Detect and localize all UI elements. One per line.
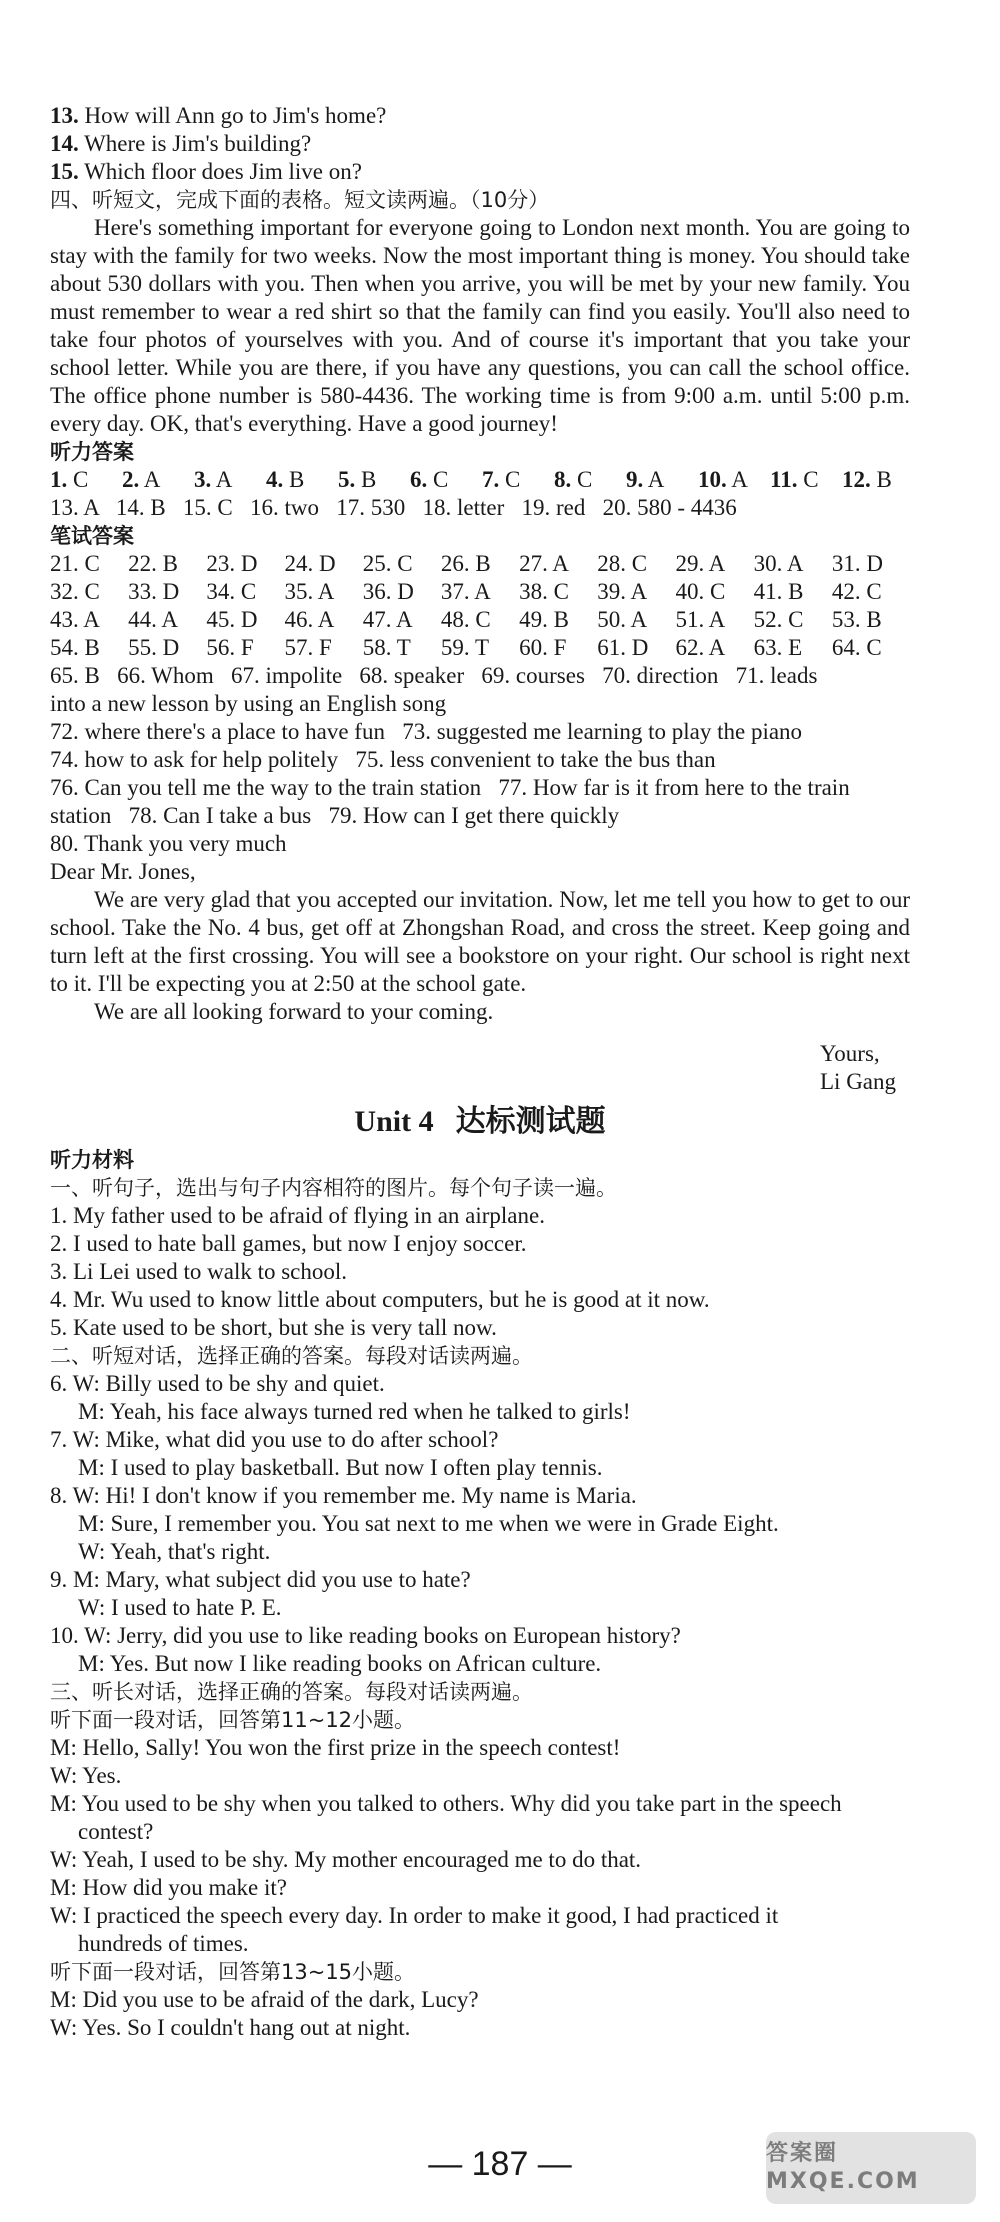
answer-item: 49. B [519, 607, 569, 632]
sentence-item: 4. Mr. Wu used to know little about computers, but he is good at it now. [50, 1287, 710, 1312]
answer-item: 43. A [50, 607, 100, 632]
materials-title: 听力材料 [50, 1148, 134, 1172]
dialogue-line: W: Yeah, that's right. [78, 1539, 271, 1564]
answer-item: 48. C [440, 607, 491, 632]
answer-item: 26. B [440, 551, 491, 576]
written-answers-row [50, 606, 910, 634]
written-answers-row [50, 634, 910, 662]
written-answers-row [50, 550, 910, 578]
answer-item: 37. A [440, 579, 491, 604]
answer-item: 31. D [831, 551, 883, 576]
dialogue-line: M: Sure, I remember you. You sat next to me when we were in Grade Eight. [78, 1511, 779, 1536]
answer-item: 22. B [128, 551, 179, 576]
answer-item: 54. B [50, 635, 100, 660]
written-answers-lines [50, 662, 910, 858]
dialogue-line: 听下面一段对话，回答第11~12小题。 [50, 1708, 416, 1732]
answer-item: 1. C [50, 467, 89, 492]
written-answer-line: 76. Can you tell me the way to the train station 77. How far is it from here to the train [50, 775, 850, 800]
page-content [50, 102, 910, 2042]
written-answers-row [50, 578, 910, 606]
answer-item: 9. A [626, 467, 665, 492]
answer-item: 46. A [284, 607, 335, 632]
written-answer-line: 72. where there's a place to have fun 73. suggested me learning to play the piano [50, 719, 803, 744]
dialogue-line: 7. W: Mike, what did you use to do after school? [50, 1427, 499, 1452]
answer-item: 55. D [128, 635, 180, 660]
question-15: 15. Which floor does Jim live on? [50, 159, 362, 184]
answer-item: 60. F [519, 635, 567, 660]
watermark-logo: 答案圈 MXQE.COM [766, 2132, 976, 2204]
dialogue-line: W: Yes. [50, 1763, 122, 1788]
unit-title: Unit 4 达标测试题 [354, 1104, 606, 1139]
dialogue-line: W: Yes. So I couldn't hang out at night. [50, 2015, 411, 2040]
answer-item: 21. C [50, 551, 100, 576]
dialogue-line: 10. W: Jerry, did you use to like reading books on European history? [50, 1623, 681, 1648]
answer-item: 4. B [266, 467, 305, 492]
answer-item: 53. B [831, 607, 882, 632]
answer-item: 25. C [362, 551, 413, 576]
dialogue-line: M: Yeah, his face always turned red when he talked to girls! [78, 1399, 631, 1424]
section-2-title: 二、听短对话，选择正确的答案。每段对话读两遍。 [50, 1344, 533, 1368]
sentence-item: 1. My father used to be afraid of flying in an airplane. [50, 1203, 545, 1228]
dialogue-line: M: I used to play basketball. But now I often play tennis. [78, 1455, 603, 1480]
answer-item: 38. C [519, 579, 569, 604]
sentence-item: 2. I used to hate ball games, but now I enjoy soccer. [50, 1231, 527, 1256]
answer-item: 58. T [362, 635, 411, 660]
passage-text: Here's something important for everyone going to London next month. You are going to stay with the family for two weeks. Now the most important thing is money. You should take about 530 dollars with you. Then when you arrive, you will be met by your new family. You must remember to wear a red shirt so that the family can find you easily. You'll also need to take four photos of yourselves with you. And of course it's important that you take your school letter. While you are there, if you have any questions, you can call the school office. The office phone number is 580-4436. The working time is from 9:00 a.m. until 5:00 p.m. every day. OK, that's everything. Have a good journey! [50, 215, 910, 436]
answer-item: 62. A [675, 635, 726, 660]
question-14: 14. Where is Jim's building? [50, 131, 312, 156]
answer-item: 11. C [770, 467, 819, 492]
dialogue-line: 6. W: Billy used to be shy and quiet. [50, 1371, 385, 1396]
listening-answers-title: 听力答案 [50, 440, 134, 464]
listening-answers-row2: 13. A 14. B 15. C 16. two 17. 530 18. letter 19. red 20. 580 - 4436 [50, 495, 737, 520]
sentence-item: 3. Li Lei used to walk to school. [50, 1259, 348, 1284]
section-1-items [50, 1202, 910, 1342]
letter-body-2: We are all looking forward to your coming. [94, 999, 494, 1024]
dialogue-line: M: Yes. But now I like reading books on African culture. [78, 1651, 602, 1676]
written-answers-title: 笔试答案 [50, 524, 134, 548]
sentence-item: 5. Kate used to be short, but she is very tall now. [50, 1315, 497, 1340]
answer-item: 7. C [482, 467, 521, 492]
answer-item: 52. C [753, 607, 804, 632]
letter-signature: Li Gang [820, 1069, 897, 1094]
answer-item: 35. A [284, 579, 335, 604]
page-number: — 187 — [428, 2145, 572, 2183]
answer-item: 36. D [362, 579, 414, 604]
answer-item: 2. A [122, 467, 161, 492]
questions-top [50, 102, 910, 186]
answer-item: 45. D [206, 607, 258, 632]
written-answer-line: into a new lesson by using an English song [50, 691, 447, 716]
answer-item: 61. D [597, 635, 649, 660]
answer-item: 33. D [128, 579, 180, 604]
answer-item: 51. A [675, 607, 726, 632]
section-3-title: 三、听长对话，选择正确的答案。每段对话读两遍。 [50, 1680, 533, 1704]
answer-item: 41. B [753, 579, 804, 604]
dialogue-line: M: Hello, Sally! You won the first prize in the speech contest! [50, 1735, 621, 1760]
answer-item: 24. D [284, 551, 336, 576]
answer-item: 30. A [753, 551, 804, 576]
answer-item: 29. A [675, 551, 726, 576]
letter-body: We are very glad that you accepted our invitation. Now, let me tell you how to get to our school. Take the No. 4 bus, get off at Zhongshan Road, and cross the street. Keep going and turn left at the first crossing. You will see a bookstore on your right. Our school is right next to it. I'll be expecting you at 2:50 at the school gate. [50, 887, 910, 996]
dialogue-line: W: I used to hate P. E. [78, 1595, 282, 1620]
dialogue-line: M: You used to be shy when you talked to others. Why did you take part in the speech [50, 1791, 842, 1816]
written-answer-line: 80. Thank you very much [50, 831, 287, 856]
answer-item: 59. T [440, 635, 490, 660]
section-1-title: 一、听句子，选出与句子内容相符的图片。每个句子读一遍。 [50, 1176, 617, 1200]
answer-item: 32. C [50, 579, 100, 604]
answer-item: 27. A [519, 551, 569, 576]
dialogue-line: 9. M: Mary, what subject did you use to hate? [50, 1567, 471, 1592]
answer-item: 40. C [675, 579, 726, 604]
answer-item: 42. C [831, 579, 882, 604]
answer-item: 5. B [338, 467, 377, 492]
letter-closing: Yours, [820, 1041, 880, 1066]
answer-item: 6. C [410, 467, 449, 492]
answer-item: 56. F [206, 635, 254, 660]
answer-item: 8. C [554, 467, 593, 492]
dialogue-line: contest? [78, 1819, 154, 1844]
answer-item: 34. C [206, 579, 257, 604]
dialogue-line: W: I practiced the speech every day. In order to make it good, I had practiced it [50, 1903, 779, 1928]
section-3-dialogues [50, 1706, 910, 2042]
section-2-dialogues [50, 1370, 910, 1678]
answer-item: 57. F [284, 635, 332, 660]
answer-item: 50. A [597, 607, 648, 632]
answer-item: 10. A [698, 467, 748, 492]
dialogue-line: 8. W: Hi! I don't know if you remember me. My name is Maria. [50, 1483, 637, 1508]
listening-answers-row1 [50, 466, 910, 494]
written-answer-line: station 78. Can I take a bus 79. How can I get there quickly [50, 803, 620, 828]
answer-item: 63. E [753, 635, 803, 660]
answer-item: 64. C [831, 635, 882, 660]
dialogue-line: M: How did you make it? [50, 1875, 287, 1900]
section-4-title: 四、听短文，完成下面的表格。短文读两遍。（10分） [50, 188, 550, 212]
dialogue-line: hundreds of times. [78, 1931, 249, 1956]
dialogue-line: 听下面一段对话，回答第13~15小题。 [50, 1960, 416, 1984]
written-answer-line: 74. how to ask for help politely 75. less convenient to take the bus than [50, 747, 716, 772]
written-answers-grid [50, 550, 910, 662]
question-13: 13. How will Ann go to Jim's home? [50, 103, 387, 128]
answer-item: 23. D [206, 551, 258, 576]
written-answer-line: 65. B 66. Whom 67. impolite 68. speaker 69. courses 70. direction 71. leads [50, 663, 818, 688]
answer-item: 28. C [597, 551, 648, 576]
letter-greeting: Dear Mr. Jones, [50, 859, 196, 884]
answer-item: 12. B [842, 467, 892, 492]
answer-item: 47. A [362, 607, 413, 632]
dialogue-line: M: Did you use to be afraid of the dark, Lucy? [50, 1987, 479, 2012]
answer-item: 3. A [194, 467, 233, 492]
answer-item: 39. A [597, 579, 648, 604]
answer-item: 44. A [128, 607, 179, 632]
dialogue-line: W: Yeah, I used to be shy. My mother encouraged me to do that. [50, 1847, 642, 1872]
